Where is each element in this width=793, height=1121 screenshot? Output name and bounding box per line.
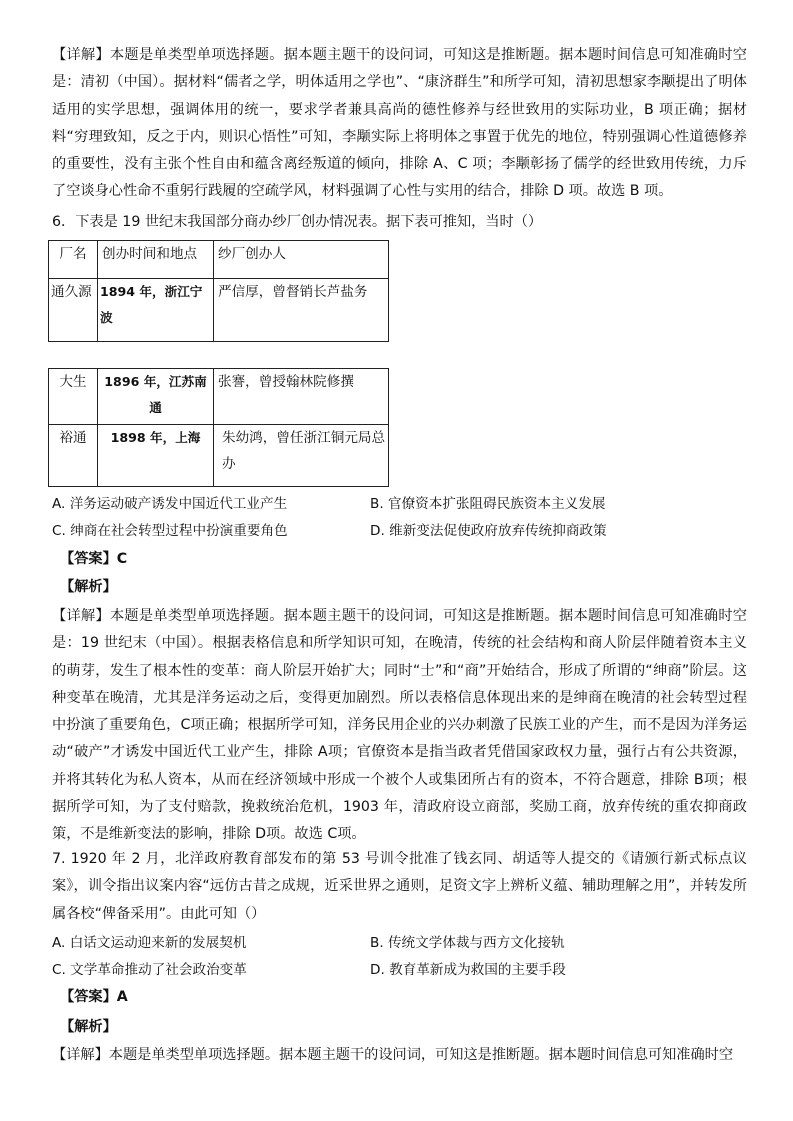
table-header-row	[49, 241, 389, 279]
q7-option-a: A. 白话文运动迎来新的发展契机	[52, 935, 247, 951]
table-cell: 1894 年，浙江宁波	[98, 279, 214, 342]
q6-table-2	[48, 368, 389, 487]
q5-analysis-text: 【详解】本题是单类型单项选择题。据本题主题干的设问词，可知这是推断题。据本题时间信息可知准确时空是：清初（中国）。据材料“儒者之学，明体适用之学也”、“康济群生”和所学可知，清初思想家李颙提出了明体适用的实学思想，强调体用的统一，要求学者兼具高尚的德性修养与经世致用的实际功业，B 项正确；据材料“穷理致知，反之于内，则识心悟性”可知，李颙实际上将明体之事置于优先的地位，特别强调心性道德修养的重要性，没有主张个性自由和蕴含离经叛道的倾向，排除 A、C 项；李颙彰扬了儒学的经世致用传统，力斥了空谈身心性命不重躬行践履的空疏学风，材料强调了心性与实用的结合，排除 D 项。故选 B 项。	[52, 47, 747, 200]
q6-table-1	[48, 240, 389, 342]
answer-label: 【答案】	[60, 989, 117, 1005]
q7-analysis-label: 【解析】	[60, 1019, 117, 1035]
table-cell: 朱幼鸿，曾任浙江铜元局总办	[214, 425, 389, 487]
table-header-cell: 厂名	[49, 241, 98, 279]
table-cell: 严信厚，曾督销长芦盐务	[214, 279, 389, 342]
answer-value: C	[116, 551, 128, 567]
q6-stem: 6．下表是 19 世纪末我国部分商办纱厂创办情况表。据下表可推知，当时（）	[52, 214, 543, 230]
q7-answer	[60, 986, 128, 1008]
q7-option-c: C. 文学革命推动了社会政治变革	[52, 962, 247, 978]
q7-stem: 7. 1920 年 2 月，北洋政府教育部发布的第 53 号训令批准了钱玄同、胡适等人提交的《请颁行新式标点议案》，训令指出议案内容“远仿古昔之成规，近采世界之通则，足资文字上辨析义蕴、辅助理解之用”，并转发所属各校“俾备采用”。由此可知（）	[52, 851, 747, 922]
table-row	[49, 279, 389, 342]
table-header-cell: 纱厂创办人	[214, 241, 389, 279]
table-cell: 通久源	[49, 279, 98, 342]
q7-analysis-text: 【详解】本题是单类型单项选择题。据本题主题干的设问词，可知这是推断题。据本题时间信息可知准确时空	[52, 1047, 734, 1063]
q6-option-c: C. 绅商在社会转型过程中扮演重要角色	[52, 523, 288, 539]
q6-analysis-text: 【详解】本题是单类型单项选择题。据本题主题干的设问词，可知这是推断题。据本题时间信息可知准确时空是：19 世纪末（中国）。根据表格信息和所学知识可知，在晚清，传统的社会结构和商人阶层伴随着资本主义的萌芽，发生了根本性的变革：商人阶层开始扩大；同时“士”和“商”开始结合，形成了所谓的“绅商”阶层。这种变革在晚清，尤其是洋务运动之后，变得更加剧烈。所以表格信息体现出来的是绅商在晚清的社会转型过程中扮演了重要角色，C项正确；根据所学可知，洋务民用企业的兴办刺激了民族工业的产生，而不是因为洋务运动“破产”才诱发中国近代工业产生，排除 A项；官僚资本是指当政者凭借国家政权力量，强行占有公共资源，并将其转化为私人资本，从而在经济领域中形成一个被个人或集团所占有的资本，不符合题意，排除 B项；根据所学可知，为了支付赔款，挽救统治危机，1903 年，清政府设立商部，奖励工商，放弃传统的重农抑商政策，不是维新变法的影响，排除 D项。故选 C项。	[52, 608, 747, 843]
table-cell: 大生	[49, 369, 98, 425]
q6-option-b: B. 官僚资本扩张阻碍民族资本主义发展	[370, 496, 606, 512]
table-row	[49, 425, 389, 487]
q6-option-d: D. 维新变法促使政府放弃传统抑商政策	[370, 523, 607, 539]
table-cell: 裕通	[49, 425, 98, 487]
table-cell: 1896 年，江苏南通	[98, 369, 214, 425]
q6-answer	[60, 548, 127, 570]
table-cell: 1898 年，上海	[98, 425, 214, 487]
q6-option-a: A. 洋务运动破产诱发中国近代工业产生	[52, 496, 288, 512]
answer-label: 【答案】	[60, 551, 117, 567]
table-cell: 张謇，曾授翰林院修撰	[214, 369, 389, 425]
answer-value: A	[116, 989, 128, 1005]
q7-option-b: B. 传统文学体裁与西方文化接轨	[370, 935, 565, 951]
table-header-cell: 创办时间和地点	[98, 241, 214, 279]
q7-option-d: D. 教育革新成为救国的主要手段	[370, 962, 566, 978]
q6-analysis-label: 【解析】	[60, 579, 117, 595]
table-row	[49, 369, 389, 425]
